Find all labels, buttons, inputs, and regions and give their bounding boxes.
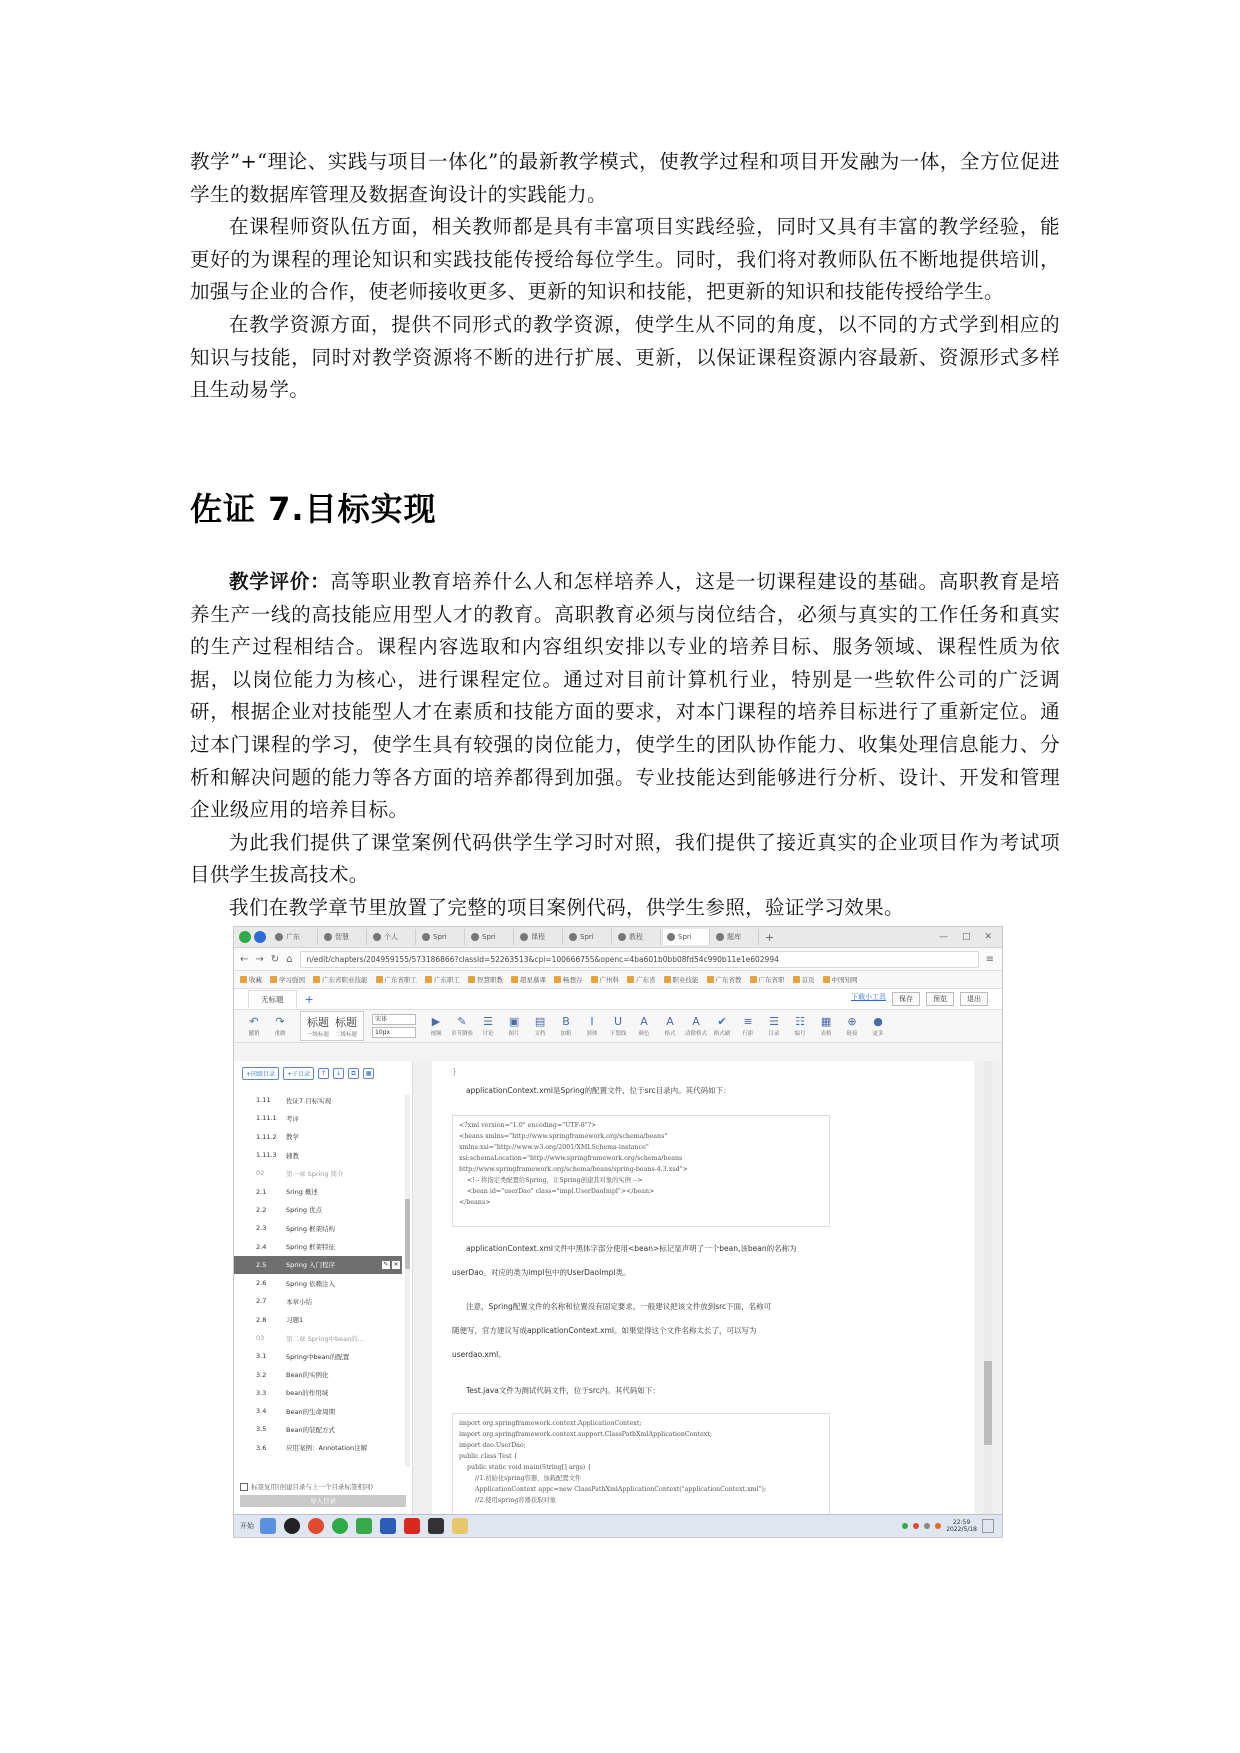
sidebar-buttons — [234, 1061, 412, 1085]
document-button[interactable]: ▤ 文档 — [534, 1015, 546, 1037]
tab-favicon-icon — [373, 933, 381, 941]
app-icon-cloud[interactable] — [260, 1518, 276, 1534]
browser-tab[interactable]: Spri — [418, 929, 465, 945]
pdf-icon[interactable] — [404, 1518, 420, 1534]
evaluation-lead: 教学评价： — [229, 570, 331, 593]
clock-time: 22:59 — [952, 1519, 971, 1526]
table-button[interactable]: ▦ 表格 — [820, 1015, 832, 1037]
bold-icon: B — [562, 1015, 570, 1028]
toc-item[interactable] — [234, 1237, 402, 1255]
heading-styles — [300, 1011, 364, 1041]
bookmark-icon — [793, 976, 800, 983]
bookmark-item[interactable]: 畅想谷 — [554, 975, 583, 984]
toc-number: 1.11 — [256, 1096, 271, 1105]
browser-tab[interactable]: 题库 — [712, 929, 759, 945]
toc-number: 2.7 — [256, 1297, 267, 1306]
word-icon[interactable] — [380, 1518, 396, 1534]
font-family-select[interactable]: 宋体 — [372, 1014, 416, 1025]
intro-section — [190, 146, 1060, 407]
format-icon: A — [666, 1015, 674, 1028]
bookmark-item[interactable]: 智慧职教 — [468, 975, 503, 984]
tab-favicon-icon — [667, 933, 675, 941]
download-tool-link[interactable]: 下载小工具 — [851, 993, 886, 1001]
tray-icon[interactable] — [902, 1523, 908, 1529]
browser-tab[interactable]: 个人 — [369, 929, 416, 945]
bookmark-item[interactable]: 职业技能 — [664, 975, 699, 984]
italic-icon: I — [590, 1015, 594, 1028]
bookmark-item[interactable]: 广州科 — [591, 975, 620, 984]
paragraph-3: 在教学资源方面，提供不同形式的教学资源，使学生从不同的角度，以不同的方式学到相应的知识与技能，同时对教学资源将不断的进行扩展、更新，以保证课程资源内容最新、资源形式多样且生动易学。 — [190, 312, 1060, 402]
discussion-icon: ☰ — [483, 1015, 493, 1028]
tab-favicon-icon — [422, 933, 430, 941]
underline-button[interactable]: U 下划线 — [609, 1015, 627, 1037]
image-button[interactable]: ▣ 图片 — [508, 1015, 520, 1037]
undo-button[interactable]: ↶ 撤销 — [248, 1015, 260, 1037]
bookmark-icon — [313, 976, 320, 983]
home-icon[interactable]: ⌂ — [286, 953, 293, 965]
toc-number: 3.1 — [256, 1352, 267, 1361]
editor-line-note3: userdao.xml。 — [452, 1350, 506, 1359]
evaluation-paragraph — [190, 566, 1060, 827]
move-down-icon[interactable]: ↓ — [333, 1068, 344, 1079]
new-tab-icon[interactable]: + — [765, 930, 775, 944]
color-button[interactable]: A 颜色 — [638, 1015, 650, 1037]
toc-chapter[interactable] — [234, 1164, 402, 1182]
bookmark-icon — [707, 976, 714, 983]
paragraph-2: 在课程师资队伍方面，相关教师都是具有丰富项目实践经验，同时又具有丰富的教学经验，能更好的为课程的理论知识和实践技能传授给每位学生。同时，我们将对教师队伍不断地提供培训，加强与企业的合作，使老师接收更多、更新的知识和技能，把更新的知识和技能传授给学生。 — [190, 215, 1060, 304]
shield-icon — [254, 931, 266, 943]
heading2-style[interactable]: 标题 二级标题 — [335, 1016, 358, 1038]
bookmark-item[interactable]: 广东省 — [627, 975, 656, 984]
redo-button[interactable]: ↷ 重做 — [274, 1015, 286, 1037]
toc-title: 考评 — [286, 1114, 299, 1123]
document-tab[interactable]: 无标题 — [248, 990, 297, 1008]
bookmark-icon — [468, 976, 475, 983]
toc-title: Bean的实例化 — [286, 1371, 329, 1380]
toc-button[interactable]: ☰ 目录 — [768, 1015, 780, 1037]
redo-icon: ↷ — [275, 1015, 285, 1028]
quiz-button[interactable]: ✎ 章节测验 — [451, 1015, 474, 1037]
import-toc-button[interactable]: 导入目录 — [240, 1495, 406, 1507]
tray-icon[interactable] — [935, 1523, 941, 1529]
bookmark-icon — [591, 976, 598, 983]
editor-topbar — [234, 989, 1002, 1010]
toc-title: 习题1 — [286, 1316, 304, 1325]
code-block-xml: <?xml version="1.0" encoding="UTF-8"?> <beans xmlns="http://www.springframework.org/schema/beans" xmlns:xsi="http://www.w3.org/2001/XMLSchema-instance" xsi:schemaLocation="http://www.springframework.org/schema/beans http://www.springframework.org/schema/beans/spring-beans-4.3.xsd"> <!-- 将指定类配置给Spring，让Spring创建其对象的实例 --> <bean id="userDao" class="impl.UserDaoImpl"></bean> </beans> — [452, 1115, 830, 1227]
editor-top-buttons — [851, 992, 1002, 1006]
toc-item[interactable] — [234, 1420, 402, 1438]
toc-number: 2.3 — [256, 1224, 267, 1233]
bookmark-icon — [664, 976, 671, 983]
bookmark-item[interactable]: 中国知网 — [823, 975, 858, 984]
toc-item[interactable] — [234, 1384, 402, 1402]
iqiyi-icon[interactable] — [356, 1518, 372, 1534]
quiz-icon: ✎ — [457, 1015, 467, 1028]
toc-title: 佐证7.目标实现 — [286, 1096, 332, 1105]
url-input[interactable]: n/edit/chapters/204959155/573186866?classId=52263513&cpi=100666755&openc=4ba601b0bb08fd54c990b11e1e602994 — [300, 951, 979, 968]
browser360-icon[interactable] — [332, 1518, 348, 1534]
paragraph-1: 教学”+“理论、实践与项目一体化”的最新教学模式，使教学过程和项目开发融为一体，全方位促进学生的数据库管理及数据查询设计的实践能力。 — [190, 150, 1060, 206]
bookmark-item[interactable]: 广东职工 — [425, 975, 460, 984]
toc-number: 2.5 — [256, 1260, 267, 1269]
browser-tab[interactable]: 课程 — [516, 929, 563, 945]
toc-item[interactable] — [234, 1256, 402, 1274]
editor-scroll-thumb[interactable] — [984, 1361, 992, 1445]
toc-title: 应用案例：Annotation注解 — [286, 1444, 368, 1453]
bookmark-item[interactable]: 首页 — [793, 975, 815, 984]
toc-title: Sring 概述 — [286, 1188, 318, 1197]
tab-favicon-icon — [569, 933, 577, 941]
toc-sidebar — [234, 1061, 413, 1515]
toc-title: bean的作用域 — [286, 1389, 329, 1398]
toc-item[interactable] — [234, 1439, 402, 1457]
tab-favicon-icon — [324, 933, 332, 941]
bookmark-item[interactable]: 广东省教 — [707, 975, 742, 984]
heading1-style[interactable]: 标题 一级标题 — [307, 1016, 330, 1038]
show-desktop-icon[interactable] — [982, 1519, 994, 1533]
delete-icon[interactable]: ✕ — [393, 1260, 399, 1268]
format-button[interactable]: A 格式 — [664, 1015, 676, 1037]
bookmark-icon — [511, 976, 518, 983]
windows-taskbar — [234, 1514, 1002, 1537]
toc-number: 03 — [256, 1334, 265, 1342]
tab-favicon-icon — [471, 933, 479, 941]
bookmark-item[interactable]: 广东省职业技能 — [313, 975, 368, 984]
italic-button[interactable]: I 斜体 — [586, 1015, 598, 1037]
toc-title: 辅教 — [286, 1151, 299, 1160]
toc-title: Spring 入门程序 — [286, 1261, 336, 1270]
embedded-screenshot — [233, 926, 1003, 1538]
forward-icon[interactable]: → — [255, 953, 264, 965]
tab-favicon-icon — [618, 933, 626, 941]
toc-chapter[interactable] — [234, 1329, 402, 1347]
editor-line-config: applicationContext.xml是Spring的配置文件，位于src目录内。其代码如下： — [466, 1086, 731, 1095]
toc-title: Spring 优点 — [286, 1206, 323, 1215]
bookmark-icon — [750, 976, 757, 983]
code-block-java: import org.springframework.context.ApplicationContext; import org.springframework.context.support.ClassPathXmlApplicationContext; import dao.UserDao; public class Test { public static void main(String[] args) { //1.初始化spring容器，加载配置文件 ApplicationContext appc=new ClassPathXmlApplicationContext("applicationContext.xml"); //2.使用spring容器获取对象 — [452, 1413, 830, 1523]
system-tray — [902, 1519, 1002, 1533]
discussion-button[interactable]: ☰ 讨论 — [482, 1015, 494, 1037]
underline-icon: U — [614, 1015, 623, 1028]
toc-title: Spring 框架结构 — [286, 1224, 336, 1233]
numbering-button[interactable]: ☷ 编号 — [794, 1015, 806, 1037]
browser-logo-icon — [239, 931, 251, 943]
format-painter-button[interactable]: ✔ 格式刷 — [713, 1015, 731, 1037]
line-spacing-button[interactable]: ≡ 行距 — [742, 1015, 754, 1037]
start-button[interactable]: 开始 — [240, 1522, 254, 1530]
toc-number: 1.11.2 — [256, 1132, 277, 1141]
more-button[interactable]: ● 更多 — [872, 1015, 884, 1037]
toc-number: 2.8 — [256, 1315, 267, 1324]
evaluation-text: 高等职业教育培养什么人和怎样培养人，这是一切课程建设的基础。高职教育是培养生产一线的高技能应用型人才的教育。高职教育必须与岗位结合，必须与真实的工作任务和真实的生产过程相结合。课程内容选取和内容组织安排以专业的培养目标、服务领域、课程性质为依据，以岗位能力为核心，进行课程定位。通过对目前计算机行业，特别是一些软件公司的广泛调研，根据企业对技能型人才在素质和技能方面的要求，对本门课程的培养目标进行了重新定位。通过本门课程的学习，使学生具有较强的岗位能力，使学生的团队协作能力、收集处理信息能力、分析和解决问题的能力等各方面的培养都得到加强。专业技能达到能够进行分析、设计、开发和管理企业级应用的培养目标。 — [190, 570, 1060, 822]
toc-item[interactable] — [234, 1219, 402, 1237]
address-bar-row — [234, 948, 1002, 971]
clock[interactable] — [946, 1519, 977, 1533]
toc-title: 第一章 Spring 简介 — [286, 1169, 344, 1178]
bookmark-item[interactable]: 学习强国 — [270, 975, 305, 984]
toc-item[interactable] — [234, 1402, 402, 1420]
reuse-label-checkbox[interactable]: 标签复用(创建目录与上一个目录标签相同) — [240, 1482, 406, 1491]
browser-tab[interactable]: 智慧 — [320, 929, 367, 945]
toc-item[interactable] — [234, 1109, 402, 1127]
window-controls — [939, 932, 1002, 942]
toc-title: Bean的装配方式 — [286, 1425, 336, 1434]
menu-icon[interactable]: ≡ — [985, 953, 994, 965]
toc-title: 本章小结 — [286, 1297, 312, 1306]
numbering-icon: ☷ — [795, 1015, 805, 1028]
back-icon[interactable]: ← — [240, 953, 249, 965]
browser-tab[interactable]: Spri — [467, 929, 514, 945]
bold-button[interactable]: B 加粗 — [560, 1015, 572, 1037]
editor-toolbar — [234, 1010, 1002, 1043]
editor-line-userdao: userDao。对应的类为impl包中的UserDaoImpl类。 — [452, 1268, 631, 1277]
add-sibling-button[interactable]: +同级目录 — [242, 1067, 279, 1080]
image-icon: ▣ — [508, 1015, 520, 1028]
toc-number: 3.6 — [256, 1443, 267, 1452]
toc-number: 3.5 — [256, 1425, 267, 1434]
evaluation-section — [190, 566, 1060, 925]
browser-tab[interactable]: 教程 — [614, 929, 661, 945]
toc-title: 第二章 Spring中bean的... — [286, 1334, 364, 1343]
bookmark-icon — [240, 976, 247, 983]
format-painter-icon: ✔ — [717, 1015, 727, 1028]
add-child-button[interactable]: +子目录 — [283, 1067, 314, 1080]
toc-item[interactable] — [234, 1128, 402, 1146]
editor-paper[interactable] — [432, 1061, 974, 1515]
font-selectors — [372, 1014, 416, 1038]
toc-number: 2.4 — [256, 1242, 267, 1251]
editor-scrollbar[interactable] — [984, 1061, 992, 1515]
close-icon[interactable]: ✕ — [984, 932, 992, 942]
chrome-icon[interactable] — [308, 1518, 324, 1534]
toc-item[interactable] — [234, 1091, 402, 1109]
preview-button[interactable]: 预览 — [926, 992, 954, 1006]
toc-number: 3.3 — [256, 1388, 267, 1397]
toc-item[interactable] — [234, 1365, 402, 1383]
bookmark-icon — [376, 976, 383, 983]
toc-title: 教学 — [286, 1133, 299, 1142]
browser-tab[interactable]: 广东 — [271, 929, 318, 945]
toc-item[interactable] — [234, 1292, 402, 1310]
clear-format-button[interactable]: A 清除格式 — [685, 1015, 708, 1037]
volume-icon[interactable] — [924, 1523, 930, 1529]
table-icon: ▦ — [820, 1015, 832, 1028]
bookmark-item[interactable]: 广东省职工 — [376, 975, 418, 984]
link-button[interactable]: ⊕ 链接 — [846, 1015, 858, 1037]
editor-area — [234, 1061, 1002, 1515]
editor-line-test: Test.java文件为测试代码文件，位于src内。其代码如下： — [466, 1386, 660, 1395]
toc-item-actions — [382, 1261, 402, 1269]
bookmark-icon — [270, 976, 277, 983]
toc-number: 1.11.3 — [256, 1151, 277, 1160]
bookmark-icon — [425, 976, 432, 983]
toc-item[interactable] — [234, 1274, 402, 1292]
editor-line-note: 注意，Spring配置文件的名称和位置没有固定要求，一般建议把该文件放到src下面，名称可 — [466, 1302, 772, 1311]
browser-tab-active[interactable]: Spri — [663, 929, 710, 945]
section-heading: 佐证 7.目标实现 — [190, 490, 437, 528]
toc-item[interactable] — [234, 1347, 402, 1365]
brace-fragment: } — [452, 1067, 457, 1076]
toc-number: 3.4 — [256, 1407, 267, 1416]
editor-line-bean: applicationContext.xml文件中黑体字部分使用<bean>标记显声明了一个bean,该bean的名称为 — [466, 1244, 797, 1253]
minimize-icon[interactable]: — — [938, 932, 948, 942]
list-icon: ☰ — [769, 1015, 779, 1028]
sidebar-scrollbar[interactable] — [405, 1095, 410, 1467]
font-color-icon: A — [640, 1015, 648, 1028]
toc-item[interactable] — [234, 1146, 402, 1164]
editor-line-note2: 随便写，官方建议写成applicationContext.xml。如果觉得这个文件名称太长了，可以写为 — [452, 1326, 757, 1335]
move-up-icon[interactable]: ↑ — [318, 1068, 329, 1079]
exit-button[interactable]: 退出 — [960, 992, 988, 1006]
qq-icon[interactable] — [284, 1518, 300, 1534]
tab-favicon-icon — [716, 933, 724, 941]
browser-tabbar — [234, 927, 1002, 948]
toc-number: 1.11.1 — [256, 1114, 277, 1123]
add-tab-icon[interactable]: + — [304, 992, 314, 1006]
toc-title: Spring 依赖注入 — [286, 1279, 336, 1288]
bookmark-icon — [823, 976, 830, 983]
toc-title: Spring 框架特征 — [286, 1243, 336, 1252]
tab-favicon-icon — [275, 933, 283, 941]
app-icon-a[interactable] — [428, 1518, 444, 1534]
video-button[interactable]: ▶ 视频 — [430, 1015, 442, 1037]
browser-tab[interactable]: Spri — [565, 929, 612, 945]
folder-icon[interactable] — [452, 1518, 468, 1534]
save-button[interactable]: 保存 — [892, 992, 920, 1006]
copy-icon[interactable]: ⧉ — [348, 1068, 359, 1079]
bookmark-item[interactable]: 收藏 — [240, 975, 262, 984]
clear-format-icon: A — [692, 1015, 700, 1028]
tray-icon[interactable] — [913, 1523, 919, 1529]
toc-item[interactable] — [234, 1311, 402, 1329]
maximize-icon[interactable]: □ — [961, 932, 971, 942]
bookmark-item[interactable]: 广东省职 — [750, 975, 785, 984]
bookmark-icon — [554, 976, 561, 983]
toc-number: 2.2 — [256, 1205, 267, 1214]
toc-title: Spring中bean的配置 — [286, 1352, 350, 1361]
toc-title: Bean的生命周期 — [286, 1407, 336, 1416]
video-icon: ▶ — [431, 1015, 441, 1028]
toc-list — [234, 1091, 402, 1469]
line-spacing-icon: ≡ — [743, 1015, 753, 1028]
toc-item[interactable] — [234, 1201, 402, 1219]
refresh-icon[interactable]: ↻ — [270, 953, 280, 965]
tab-favicon-icon — [520, 933, 528, 941]
toc-item[interactable] — [234, 1182, 402, 1200]
clock-date: 2022/5/18 — [946, 1526, 977, 1533]
bookmark-item[interactable]: 超星慕课 — [511, 975, 546, 984]
bookmark-icon — [627, 976, 634, 983]
checkbox-icon — [240, 1483, 248, 1491]
sidebar-scroll-thumb[interactable] — [405, 1199, 410, 1269]
code-paragraph: 我们在教学章节里放置了完整的项目案例代码，供学生参照，验证学习效果。 — [229, 895, 904, 919]
toc-number: 02 — [256, 1169, 265, 1178]
document-icon: ▤ — [534, 1015, 546, 1028]
font-size-select[interactable]: 10px — [372, 1027, 416, 1038]
link-icon: ⊕ — [847, 1015, 857, 1028]
undo-icon: ↶ — [249, 1015, 259, 1028]
more-icon: ● — [873, 1015, 883, 1028]
grid-icon[interactable]: ▦ — [363, 1068, 374, 1079]
case-paragraph: 为此我们提供了课堂案例代码供学生学习时对照，我们提供了接近真实的企业项目作为考试项目供学生拔高技术。 — [190, 830, 1060, 887]
sidebar-bottom — [240, 1482, 406, 1507]
toc-number: 2.1 — [256, 1187, 267, 1196]
toc-number: 2.6 — [256, 1279, 267, 1288]
toc-number: 3.2 — [256, 1370, 267, 1379]
bookmark-bar — [234, 971, 1002, 989]
edit-icon[interactable]: ✎ — [383, 1260, 389, 1268]
